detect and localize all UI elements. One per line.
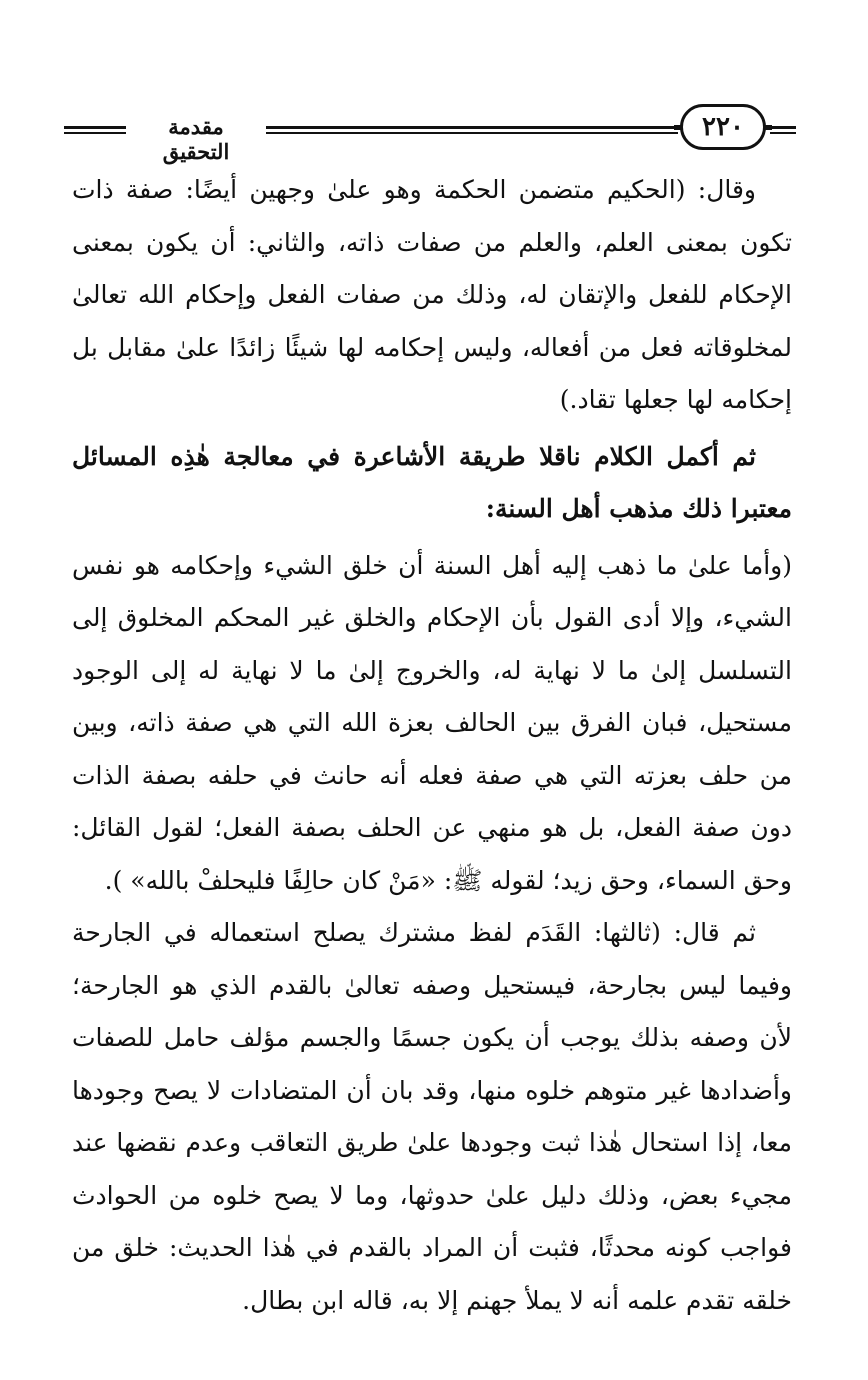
paragraph-quote-hakim: وقال: (الحكيم متضمن الحكمة وهو علىٰ وجهين أيضًا: صفة ذات تكون بمعنى العلم، والعلم من صفات ذاته، والثاني: أن يكون بمعنى الإحكام للفعل والإتقان له، وذلك من صفات الفعل وإحكام الله تعالىٰ لمخلوقاته فعل من أفعاله، وليس إحكامه لها شيئًا زائدًا علىٰ مقابل بل إحكامه لها جعلها تقاد.)	[72, 175, 792, 414]
paragraph-ashari-intro: ثم أكمل الكلام ناقلا طريقة الأشاعرة في معالجة هٰذِه المسائل معتبرا ذلك مذهب أهل السنة:	[72, 441, 792, 523]
page-body	[72, 164, 792, 1327]
page-number-badge	[680, 104, 766, 150]
header-rule-left	[64, 126, 126, 135]
page-number: ٢٢٠	[702, 112, 744, 142]
header-rule-middle	[266, 126, 678, 135]
running-title: مقدمة التحقيق	[162, 114, 230, 164]
paragraph-third-point: ثم قال: (ثالثها: القَدَم لفظ مشترك يصلح استعماله في الجارحة وفيما ليس بجارحة، فيستحيل وصفه تعالىٰ بالقدم الذي هو الجارحة؛ لأن وصفه بذلك يوجب أن يكون جسمًا والجسم مؤلف حامل للصفات وأضدادها غير متوهم خلوه منها، وقد بان أن المتضادات لا يصح وجودها معا، إذا استحال هٰذا ثبت وجودها علىٰ طريق التعاقب وعدم نقضها عند مجيء بعض، وذلك دليل علىٰ حدوثها، وما لا يصح خلوه من الحوادث فواجب كونه محدثًا، فثبت أن المراد بالقدم في هٰذا الحديث: خلق من خلقه تقدم علمه أنه لا يملأ جهنم إلا به، قاله ابن بطال.	[72, 918, 792, 1315]
running-header	[64, 104, 796, 164]
paragraph-ahl-sunna-quote: (وأما علىٰ ما ذهب إليه أهل السنة أن خلق الشيء وإحكامه هو نفس الشيء، وإلا أدى القول بأن الإحكام والخلق غير المحكم المخلوق إلى التسلسل إلىٰ ما لا نهاية له، والخروج إلىٰ ما لا نهاية له إلى الوجود مستحيل، فبان الفرق بين الحالف بعزة الله التي هي صفة ذاته، وبين من حلف بعزته التي هي صفة فعله أنه حانث في حلفه بصفة الذات دون صفة الفعل، بل هو منهي عن الحلف بصفة الفعل؛ لقول القائل: وحق السماء، وحق زيد؛ لقوله ﷺ: «مَنْ كان حالِفًا فليحلفْ بالله» ).	[72, 550, 793, 895]
header-rule-right	[770, 126, 796, 135]
